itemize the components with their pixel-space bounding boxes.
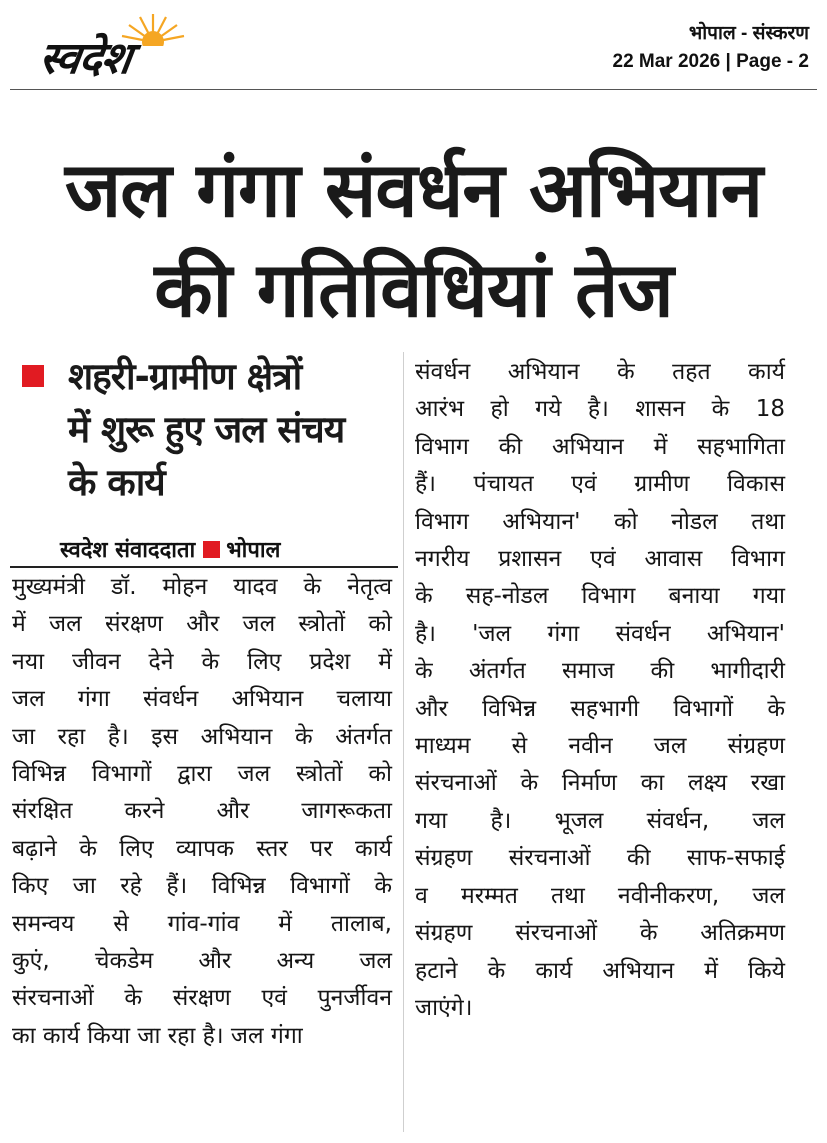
headline-line-1: जल गंगा संवर्धन अभियान (64, 145, 763, 234)
article-line: के अंतर्गत समाज की भागीदारी (415, 658, 785, 685)
article-column-1 (12, 569, 392, 1055)
byline-separator (203, 541, 220, 558)
article-line: हैं। पंचायत एवं ग्रामीण विकास (415, 471, 785, 498)
subheadline-bullet (22, 365, 44, 387)
header-divider (10, 89, 817, 90)
byline (60, 536, 280, 566)
article-line: में जल संरक्षण और जल स्त्रोतों को (12, 611, 392, 638)
subheadline-line: शहरी-ग्रामीण क्षेत्रों (68, 355, 302, 398)
article-line: जा रहा है। इस अभियान के अंतर्गत (12, 723, 392, 750)
masthead-logo (38, 8, 238, 88)
article-line: का कार्य किया जा रहा है। जल गंगा (12, 1022, 303, 1049)
article-line: संवर्धन अभियान के तहत कार्य (415, 359, 785, 385)
article-column-2 (415, 354, 785, 1027)
article-line: जल गंगा संवर्धन अभियान चलाया (12, 686, 392, 713)
byline-divider (10, 566, 398, 568)
article-line: आरंभ हो गये है। शासन के 18 (415, 396, 785, 423)
subheadline-line: के कार्य (68, 461, 165, 504)
article-line: बढ़ाने के लिए व्यापक स्तर पर कार्य (12, 835, 392, 862)
article-line: मुख्यमंत्री डॉ. मोहन यादव के नेतृत्व (12, 574, 392, 600)
article-line: संग्रहण संरचनाओं की साफ-सफाई (415, 845, 785, 872)
masthead-title: स्वदेश (36, 33, 135, 84)
byline-place: भोपाल (226, 538, 281, 563)
article-line: माध्यम से नवीन जल संग्रहण (415, 733, 785, 760)
article-line: संग्रहण संरचनाओं के अतिक्रमण (415, 920, 785, 947)
article-line: कुएं, चेकडेम और अन्य जल (12, 948, 392, 975)
article-line: जाएंगे। (415, 994, 473, 1021)
article-line: संरचनाओं के निर्माण का लक्ष्य रखा (415, 770, 785, 797)
article-line: विभाग अभियान' को नोडल तथा (415, 508, 785, 535)
article-line: विभाग की अभियान में सहभागिता (415, 433, 785, 460)
article-line: है। 'जल गंगा संवर्धन अभियान' (415, 620, 785, 647)
column-divider (403, 352, 404, 1132)
article-line: नया जीवन देने के लिए प्रदेश में (12, 648, 392, 675)
article-line: समन्वय से गांव-गांव में तालाब, (12, 910, 392, 937)
article-line: किए जा रहे हैं। विभिन्न विभागों के (12, 873, 392, 900)
article-line: विभिन्न विभागों द्वारा जल स्त्रोतों को (12, 761, 392, 788)
byline-reporter: स्वदेश संवाददाता (60, 538, 196, 563)
headline-line-2: की गतिविधियां तेज (154, 245, 673, 334)
subheadline (68, 350, 398, 509)
edition-date-page: 22 Mar 2026 | Page - 2 (612, 51, 809, 72)
subheadline-line: में शुरू हुए जल संचय (68, 408, 345, 451)
article-line: गया है। भूजल संवर्धन, जल (415, 807, 785, 834)
article-line: हटाने के कार्य अभियान में किये (415, 957, 785, 984)
article-line: नगरीय प्रशासन एवं आवास विभाग (415, 546, 785, 573)
article-line: और विभिन्न सहभागी विभागों के (415, 695, 785, 722)
edition-city: भोपाल - संस्करण (688, 23, 809, 44)
edition-info (613, 20, 810, 76)
article-line: संरचनाओं के संरक्षण एवं पुनर्जीवन (12, 985, 392, 1012)
article-line: व मरम्मत तथा नवीनीकरण, जल (415, 882, 785, 909)
article-line: संरक्षित करने और जागरूकता (12, 798, 392, 825)
article-line: के सह-नोडल विभाग बनाया गया (415, 583, 785, 610)
